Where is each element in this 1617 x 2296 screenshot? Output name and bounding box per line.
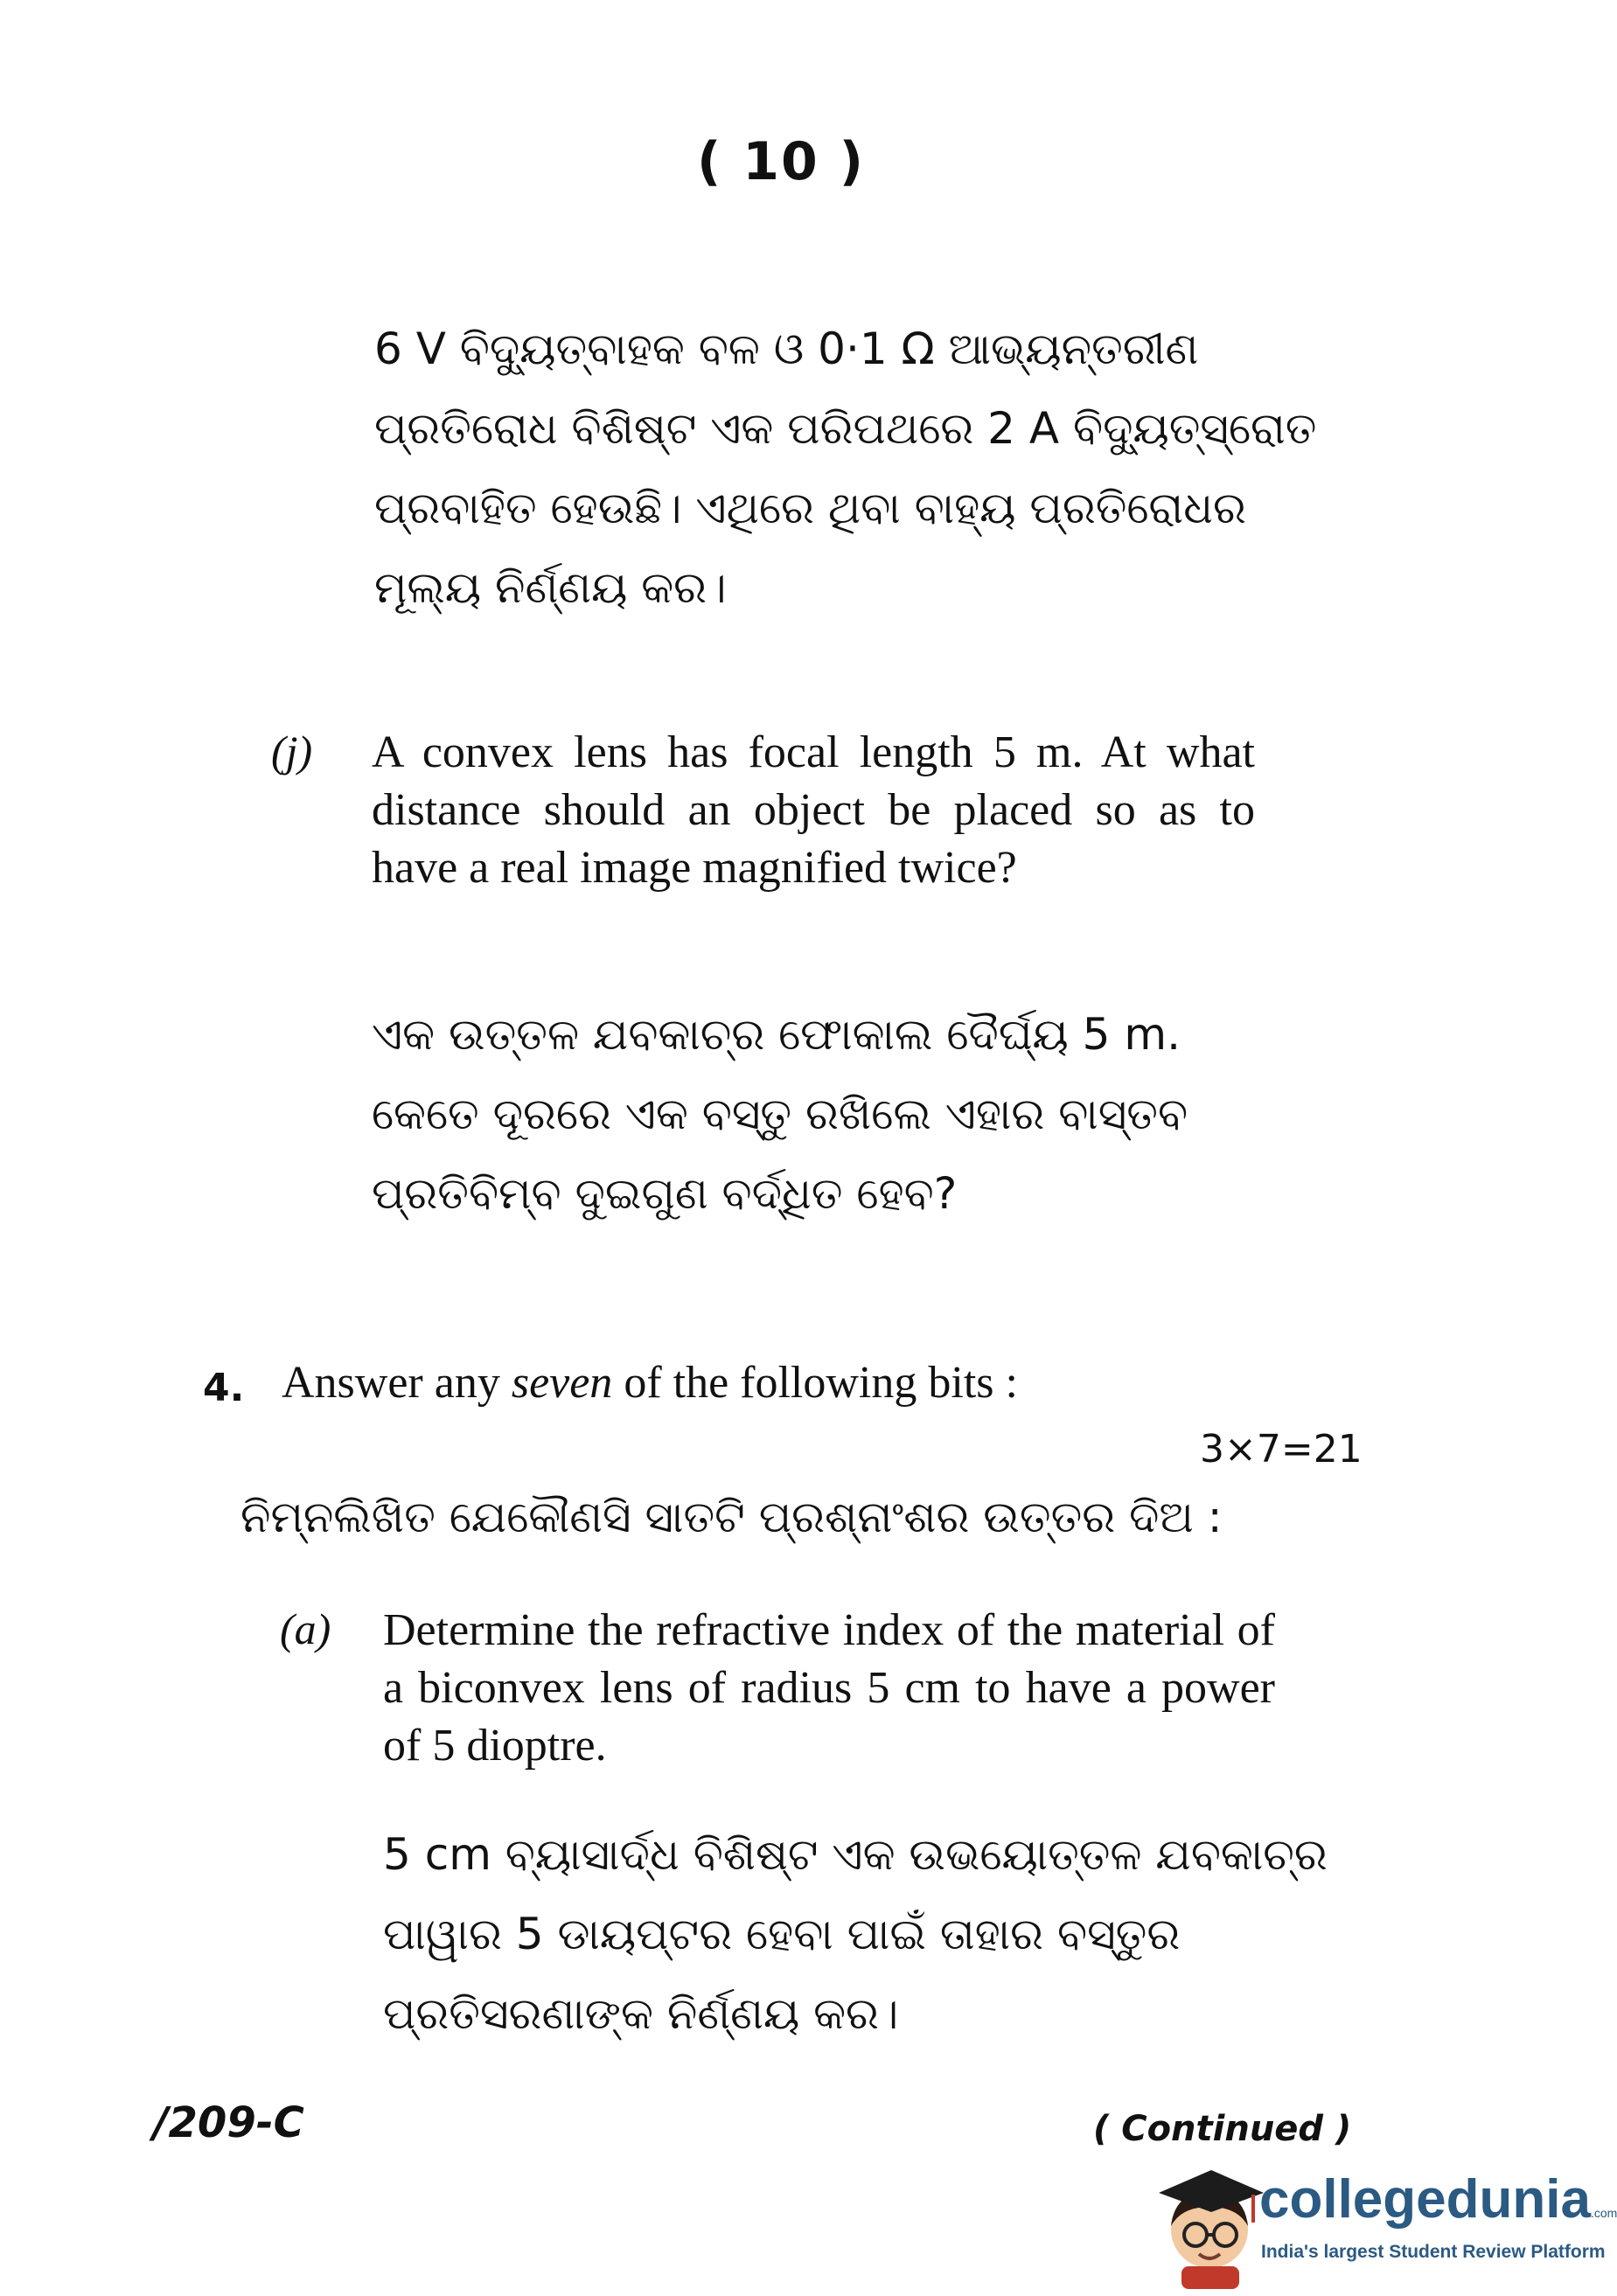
continued-note: ( Continued ) bbox=[1093, 2109, 1352, 2149]
question-a-label: (a) bbox=[280, 1604, 331, 1653]
instruction-emphasis: seven bbox=[511, 1358, 613, 1408]
odia-line: ପାୱାର 5 ଡାୟପ୍ଟର ହେବା ପାଇଁ ତାହାର ବସ୍ତୁର bbox=[383, 1909, 1181, 1959]
question-4-number: 4. bbox=[203, 1366, 245, 1410]
odia-line: ପ୍ରବାହିତ ହେଉଛି। ଏଥିରେ ଥିବା ବାହ୍ୟ ପ୍ରତିରୋଧର bbox=[374, 483, 1246, 533]
brand-domain: .com bbox=[1590, 2206, 1617, 2220]
question-4-odia: ନିମ୍ନଲିଖିତ ଯେକୌଣସି ସାତଟି ପ୍ରଶ୍ନାଂଶର ଉତ୍ତର ଦିଅ : bbox=[240, 1492, 1223, 1542]
instruction-text: of the following bits : bbox=[612, 1358, 1018, 1408]
brand-tagline: India's largest Student Review Platform bbox=[1261, 2242, 1606, 2262]
odia-line: ପ୍ରତିବିମ୍ବ ଦୁଇଗୁଣ ବର୍ଦ୍ଧିତ ହେବ? bbox=[372, 1168, 958, 1219]
odia-line: ପ୍ରତିରୋଧ ବିଶିଷ୍ଟ ଏକ ପରିପଥରେ 2 A ବିଦ୍ୟୁତ୍‌ସ୍ରୋତ bbox=[374, 403, 1317, 454]
page-number: ( 10 ) bbox=[696, 131, 866, 192]
brand-name: collegedunia bbox=[1259, 2169, 1591, 2230]
question-j-english: A convex lens has focal length 5 m. At what distance should an object be placed so as to have a real image magnified twice? bbox=[372, 727, 1255, 893]
instruction-text: Answer any bbox=[282, 1358, 512, 1408]
question-4-instruction bbox=[282, 1357, 1018, 1409]
odia-line: 5 cm ବ୍ୟାସାର୍ଦ୍ଧ ବିଶିଷ୍ଟ ଏକ ଉଭୟୋତ୍ତଳ ଯବକାଚ୍‌ର bbox=[383, 1829, 1328, 1880]
marks-allocation: 3×7=21 bbox=[1200, 1427, 1363, 1472]
brand-wordmark bbox=[1259, 2168, 1617, 2230]
question-a-odia bbox=[383, 1815, 1328, 2054]
odia-line: ଏକ ଉତ୍ତଳ ଯବକାଚ୍‌ର ଫୋକାଲ ଦୈର୍ଘ୍ୟ 5 m. bbox=[372, 1009, 1181, 1060]
question-j-label: (j) bbox=[271, 727, 313, 776]
odia-line: ମୂଲ୍ୟ ନିର୍ଣ୍ଣୟ କର। bbox=[374, 562, 727, 613]
odia-question-i bbox=[374, 310, 1317, 628]
question-j-odia bbox=[372, 995, 1255, 1234]
odia-line: କେତେ ଦୂରରେ ଏକ ବସ୍ତୁ ରଖିଲେ ଏହାର ବାସ୍ତବ bbox=[372, 1089, 1188, 1139]
paper-code: /209-C bbox=[153, 2098, 304, 2147]
question-a-english: Determine the refractive index of the material of a biconvex lens of radius 5 cm to have a power of 5 dioptre. bbox=[383, 1605, 1275, 1771]
odia-line: ପ୍ରତିସରଣାଙ୍କ ନିର୍ଣ୍ଣୟ କର। bbox=[383, 1988, 899, 2039]
mascot-logo-icon bbox=[1150, 2158, 1272, 2289]
odia-line: 6 V ବିଦ୍ୟୁତ୍‌ବାହକ ବଳ ଓ 0·1 Ω ଆଭ୍ୟନ୍ତରୀଣ bbox=[374, 324, 1199, 374]
